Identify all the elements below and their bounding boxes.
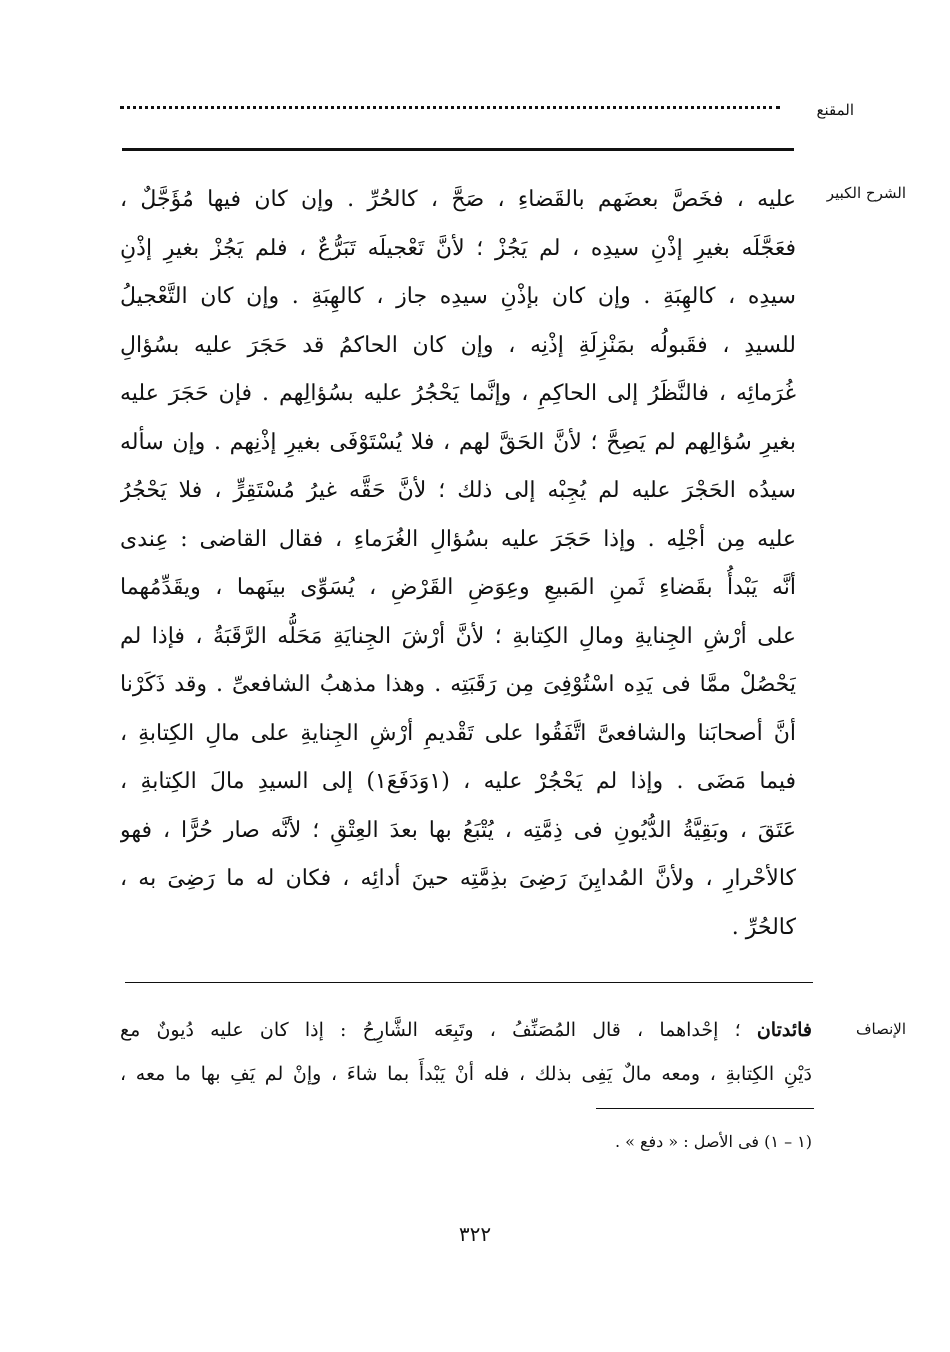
header-dotted-leader bbox=[120, 106, 780, 109]
main-text-line: عليه ، فخَصَّ بعضَهم بالقَضاءِ ، صَحَّ ، كالحُرِّ . وإن كان فيها مُؤَجَّلٌ ، bbox=[120, 187, 796, 212]
main-text-line: فيما مَضَى . وإذا لم يَحْجُرْ عليه ، (١وَدَفَعَ١) إلى السيدِ مالَ الكِتابةِ ، bbox=[120, 769, 796, 794]
main-text-line: سيدُه الحَجْرَ عليه لم يُجِبْه إلى ذلك ؛ لأنَّ حَقَّه غيرُ مُسْتَقِرٍّ ، فلا يَحْجُرُ bbox=[120, 478, 796, 503]
main-text-line: عَتَقَ ، وبَقِيَّةُ الدُّيُونِ فى ذِمَّتِه ، يُتْبَعُ بها بعدَ العِتْقِ ؛ لأنَّه صار حُرًّا ، فهو bbox=[120, 817, 796, 843]
main-text-line: كالأحْرارِ ، ولأنَّ المُدايِنَ رَضِىَ بذِمَّتِه حينَ أدائِه ، فكان له ما رَضِىَ به ، bbox=[120, 866, 796, 891]
header-rule bbox=[122, 148, 794, 151]
sidebar-label-insaf: الإنصاف bbox=[855, 1020, 906, 1038]
main-text-line: للسيدِ ، فقَبولُه بمَنْزِلَةِ إذْنِه ، وإن كان الحاكمُ قد حَجَرَ عليه بسُؤالِ bbox=[120, 332, 796, 358]
main-text-line: أنَّه يَبْدأُ بقَضاءِ ثَمنِ المَبيعِ وعِوَضِ القَرْضِ ، يُسَوِّى بينَهما ، ويقَدِّمُهما bbox=[120, 575, 796, 600]
main-text-line: سيدِه ، كالهِبَةِ . وإن كان بإذْنِ سيدِه جاز ، كالهِبَةِ . وإن كان التَّعْجيلُ bbox=[120, 284, 796, 309]
main-text-line: يَحْصُلْ ممَّا فى يَدِه اسْتُوْفِىَ مِن رَقَبَتِه . وهذا مذهبُ الشافعىِّ . وقد ذَكَرْنا bbox=[120, 672, 796, 697]
insaf-line1-rest: ؛ إحْداهما ، قال المُصَنِّفُ ، وتَبِعَه الشَّارِحُ : إذا كان عليه دُيونٌ مع bbox=[120, 1019, 757, 1041]
main-text-block bbox=[120, 176, 796, 952]
insaf-text-block bbox=[120, 1008, 812, 1096]
page-number: ٣٢٢ bbox=[458, 1222, 492, 1246]
sidebar-label-sharh: الشرح الكبير bbox=[826, 184, 906, 202]
insaf-text-line bbox=[120, 1008, 812, 1052]
main-text-line: كالحُرِّ . bbox=[731, 914, 796, 940]
main-text-line: عليه مِن أجْلِه . وإذا حَجَرَ عليه بسُؤالِ الغُرَماءِ ، فقال القاضى : عِندى bbox=[120, 526, 796, 552]
insaf-text-line: دَيْنِ الكِتابةِ ، ومعه مالٌ يَفِى بذلك ، فله أنْ يَبْدأَ بما شاءَ ، وإنْ لم يَفِ بها ما معه ، bbox=[120, 1063, 812, 1085]
section-divider bbox=[125, 982, 813, 983]
footnote: (١ – ١) فى الأصل : « دفع » . bbox=[614, 1132, 812, 1151]
insaf-lead-word: فائدتان bbox=[756, 1019, 812, 1041]
running-header-title: المقنع bbox=[816, 101, 854, 119]
main-text-line: على أرْشِ الجِنايةِ ومالِ الكِتابةِ ؛ لأنَّ أرْشَ الجِنايَةِ مَحَلُّه الرَّقَبَةُ ، فإذا لم bbox=[120, 623, 796, 649]
main-text-line: بغيرِ سُؤالِهم لم يَصِحَّ ؛ لأنَّ الحَقَّ لهم ، فلا يُسْتَوْفَى بغيرِ إذْنِهم . وإن سأله bbox=[120, 429, 796, 455]
main-text-line: أنَّ أصحابَنا والشافعىَّ اتَّفَقُوا على تَقْديمِ أرْشِ الجِنايةِ على مالِ الكِتابةِ ، bbox=[120, 720, 796, 746]
footnote-rule bbox=[596, 1108, 814, 1109]
main-text-line: فعَجَّلَه بغيرِ إذْنِ سيدِه ، لم يَجُزْ ؛ لأنَّ تَعْجيلَه تَبَرُّعٌ ، فلم يَجُزْ بغيرِ إذْنِ bbox=[120, 235, 796, 261]
main-text-line: غُرَمائِه ، فالنَّظَرُ إلى الحاكِمِ ، وإنَّما يَحْجُرُ عليه بسُؤالِهم . فإن حَجَرَ عليه bbox=[120, 381, 796, 406]
